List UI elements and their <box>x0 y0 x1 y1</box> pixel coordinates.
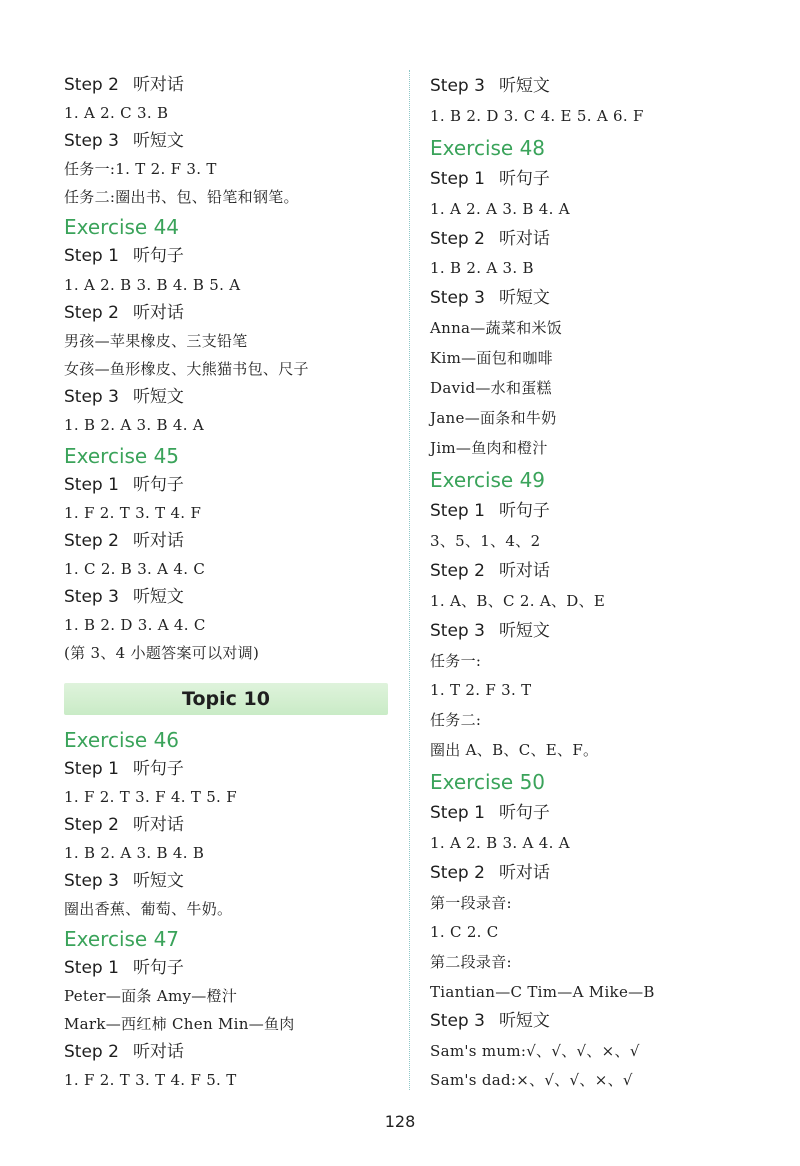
step-heading: Step 1 听句子 <box>64 958 184 978</box>
exercise-title: Exercise 44 <box>64 215 180 239</box>
answer-line: Kim—面包和咖啡 <box>430 349 553 367</box>
answer-line: 1. B 2. A 3. B <box>430 259 534 277</box>
answer-line: Mark—西红柿 Chen Min—鱼肉 <box>64 1015 295 1033</box>
answer-line: 3、5、1、4、2 <box>430 532 541 550</box>
answer-note: (第 3、4 小题答案可以对调) <box>64 644 260 662</box>
answer-line: 圈出香蕉、葡萄、牛奶。 <box>64 900 233 918</box>
answer-line: 男孩—苹果橡皮、三支铅笔 <box>64 332 248 350</box>
step-heading: Step 3 听短文 <box>64 871 184 891</box>
answer-line: Peter—面条 Amy—橙汁 <box>64 987 238 1005</box>
answer-line: 1. C 2. C <box>430 923 499 941</box>
answer-line: 任务二:圈出书、包、铅笔和钢笔。 <box>64 188 299 206</box>
answer-line: 1. F 2. T 3. T 4. F <box>64 504 202 522</box>
answer-line: 任务二: <box>430 711 482 729</box>
answer-line: Anna—蔬菜和米饭 <box>430 319 563 337</box>
step-heading: Step 3 听短文 <box>430 621 550 641</box>
answer-line: 1. C 2. B 3. A 4. C <box>64 560 206 578</box>
step-heading: Step 1 听句子 <box>430 169 550 189</box>
answer-line: 第一段录音: <box>430 894 512 912</box>
step-heading: Step 2 听对话 <box>64 75 184 95</box>
answer-line: 1. B 2. D 3. A 4. C <box>64 616 206 634</box>
step-heading: Step 3 听短文 <box>430 288 550 308</box>
step-heading: Step 2 听对话 <box>430 561 550 581</box>
step-heading: Step 2 听对话 <box>430 229 550 249</box>
answer-line: 1. A 2. A 3. B 4. A <box>430 200 570 218</box>
step-heading: Step 3 听短文 <box>64 131 184 151</box>
answer-line: 任务一: <box>430 652 482 670</box>
step-heading: Step 1 听句子 <box>64 246 184 266</box>
answer-line: Jim—鱼肉和橙汁 <box>430 439 548 457</box>
answer-line: 1. F 2. T 3. T 4. F 5. T <box>64 1071 237 1089</box>
step-heading: Step 1 听句子 <box>430 803 550 823</box>
topic-banner: Topic 10 <box>64 683 388 715</box>
answer-line: 女孩—鱼形橡皮、大熊猫书包、尺子 <box>64 360 309 378</box>
step-heading: Step 2 听对话 <box>64 815 184 835</box>
answer-line: 1. B 2. A 3. B 4. A <box>64 416 205 434</box>
exercise-title: Exercise 47 <box>64 927 180 951</box>
exercise-title: Exercise 48 <box>430 136 546 160</box>
step-heading: Step 3 听短文 <box>430 76 550 96</box>
answer-line: Jane—面条和牛奶 <box>430 409 557 427</box>
step-heading: Step 1 听句子 <box>64 759 184 779</box>
answer-line: 第二段录音: <box>430 953 512 971</box>
answer-line: 1. A 2. B 3. A 4. A <box>430 834 570 852</box>
answer-line: 任务一:1. T 2. F 3. T <box>64 160 217 178</box>
answer-line: Sam's dad:×、√、√、×、√ <box>430 1071 633 1089</box>
answer-line: 1. F 2. T 3. F 4. T 5. F <box>64 788 237 806</box>
page-number: 128 <box>384 1112 416 1131</box>
answer-line: Tiantian—C Tim—A Mike—B <box>430 983 655 1001</box>
answer-line: 1. B 2. D 3. C 4. E 5. A 6. F <box>430 107 644 125</box>
step-heading: Step 3 听短文 <box>430 1011 550 1031</box>
answer-line: 1. A 2. C 3. B <box>64 104 169 122</box>
exercise-title: Exercise 45 <box>64 444 180 468</box>
step-heading: Step 3 听短文 <box>64 387 184 407</box>
step-heading: Step 2 听对话 <box>430 863 550 883</box>
answer-line: David—水和蛋糕 <box>430 379 552 397</box>
step-heading: Step 2 听对话 <box>64 303 184 323</box>
step-heading: Step 2 听对话 <box>64 531 184 551</box>
step-heading: Step 1 听句子 <box>430 501 550 521</box>
column-divider <box>409 70 410 1090</box>
exercise-title: Exercise 49 <box>430 468 546 492</box>
answer-line: 1. B 2. A 3. B 4. B <box>64 844 205 862</box>
answer-line: Sam's mum:√、√、√、×、√ <box>430 1042 640 1060</box>
exercise-title: Exercise 50 <box>430 770 546 794</box>
step-heading: Step 2 听对话 <box>64 1042 184 1062</box>
step-heading: Step 3 听短文 <box>64 587 184 607</box>
answer-line: 1. A、B、C 2. A、D、E <box>430 592 606 610</box>
step-heading: Step 1 听句子 <box>64 475 184 495</box>
answer-line: 1. T 2. F 3. T <box>430 681 532 699</box>
answer-line: 1. A 2. B 3. B 4. B 5. A <box>64 276 241 294</box>
answer-line: 圈出 A、B、C、E、F。 <box>430 741 599 759</box>
exercise-title: Exercise 46 <box>64 728 180 752</box>
